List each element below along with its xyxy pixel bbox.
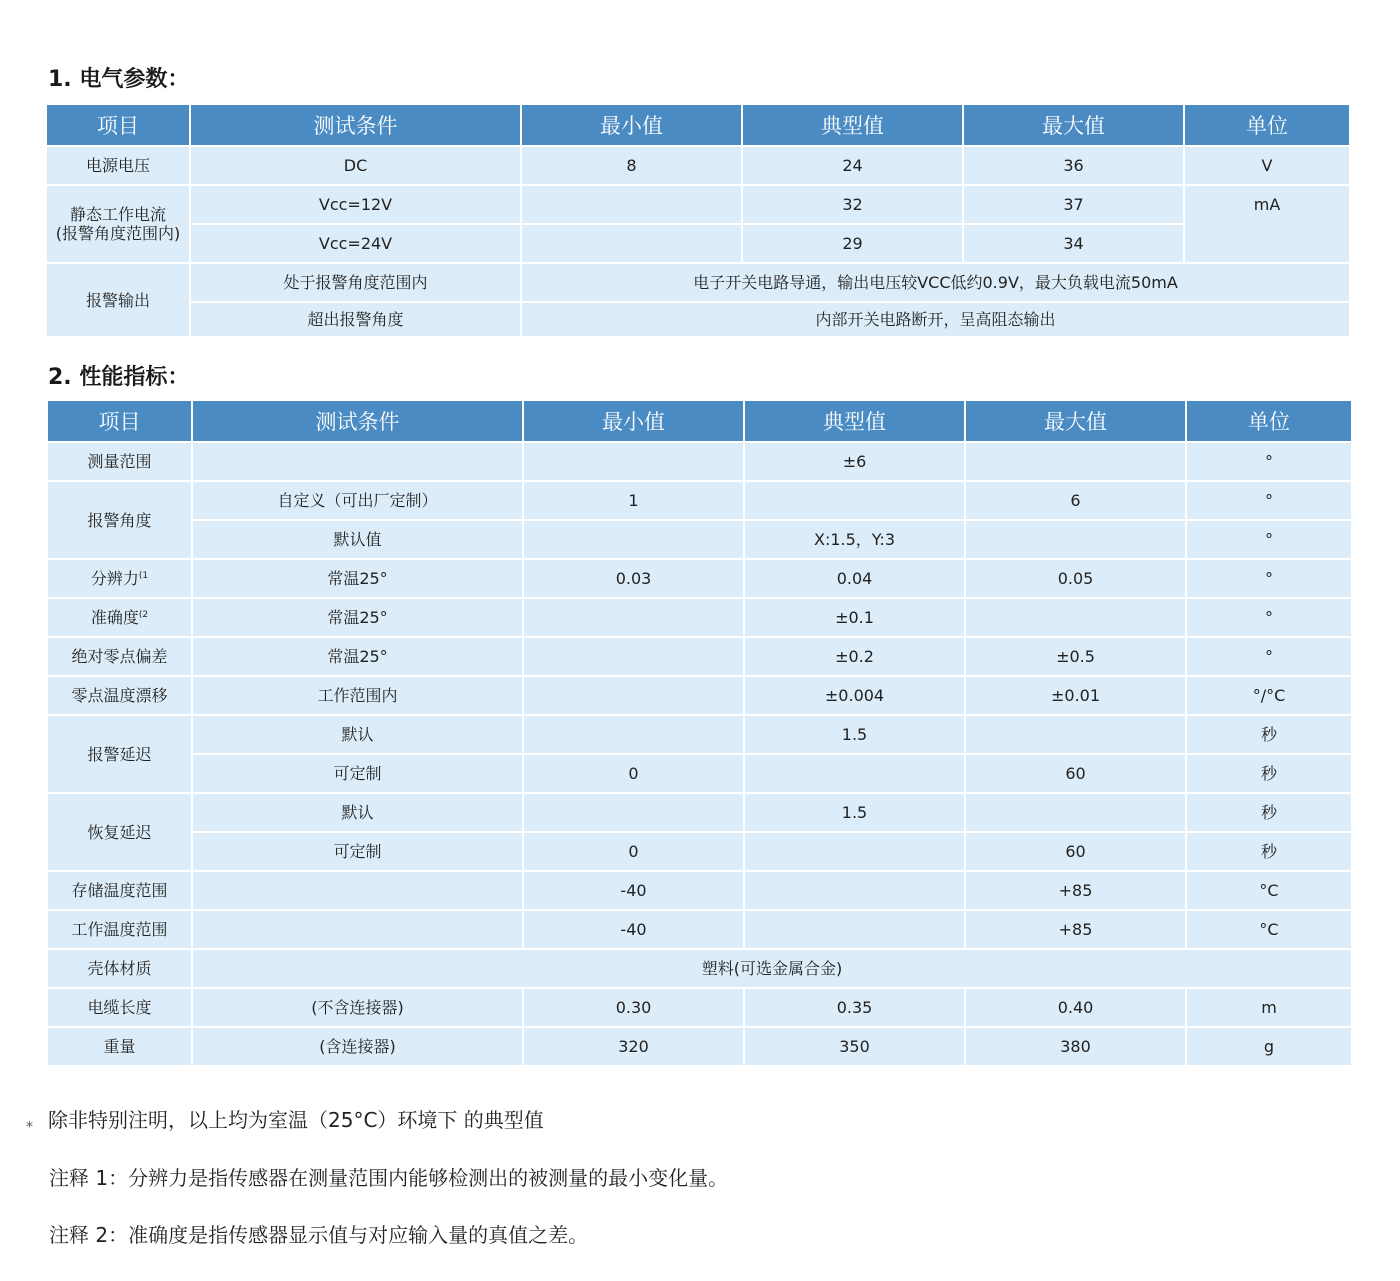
performance-table — [46, 399, 1353, 1067]
cell-max — [966, 443, 1185, 480]
electrical-params-table — [45, 103, 1351, 338]
table-row — [47, 264, 1349, 301]
cell-item — [47, 186, 189, 262]
cell-item: 重量 — [48, 1028, 191, 1065]
cell-max: ±0.5 — [966, 638, 1185, 675]
cell-min: -40 — [524, 911, 743, 948]
note-2: 注释 2：准确度是指传感器显示值与对应输入量的真值之差。 — [49, 1223, 589, 1247]
cell-max: 0.40 — [966, 989, 1185, 1026]
cell-item — [48, 560, 191, 597]
cell-min — [524, 521, 743, 558]
table-row — [48, 755, 1351, 792]
cell-condition: 默认 — [193, 716, 522, 753]
cell-typ: 0.04 — [745, 560, 964, 597]
cell-min: 0 — [524, 833, 743, 870]
table-row — [48, 950, 1351, 987]
table-row — [48, 599, 1351, 636]
cell-max: 6 — [966, 482, 1185, 519]
cell-item: 零点温度漂移 — [48, 677, 191, 714]
cell-unit: ° — [1187, 521, 1351, 558]
table-row — [48, 443, 1351, 480]
table-row — [47, 147, 1349, 184]
item-label: 准确度 — [90, 608, 139, 627]
header-unit: 单位 — [1187, 401, 1351, 441]
cell-condition: 常温25° — [193, 638, 522, 675]
table-row — [48, 872, 1351, 909]
cell-description: 内部开关电路断开，呈高阻态输出 — [522, 303, 1349, 336]
cell-item: 电源电压 — [47, 147, 189, 184]
table-row — [48, 989, 1351, 1026]
general-note-text: 除非特别注明，以上均为室温（25°C）环境下 的典型值 — [48, 1108, 544, 1132]
cell-condition: 工作范围内 — [193, 677, 522, 714]
header-item: 项目 — [48, 401, 191, 441]
header-unit: 单位 — [1185, 105, 1349, 145]
header-min: 最小值 — [522, 105, 741, 145]
cell-condition: 默认 — [193, 794, 522, 831]
cell-description: 塑料(可选金属合金) — [193, 950, 1351, 987]
cell-condition: 处于报警角度范围内 — [191, 264, 520, 301]
table-row — [48, 794, 1351, 831]
cell-min: -40 — [524, 872, 743, 909]
general-note — [26, 1104, 544, 1133]
cell-description: 电子开关电路导通，输出电压较VCC低约0.9V，最大负载电流50mA — [522, 264, 1349, 301]
cell-condition: (含连接器) — [193, 1028, 522, 1065]
cell-unit: °/°C — [1187, 677, 1351, 714]
cell-typ: X:1.5，Y:3 — [745, 521, 964, 558]
table-row — [48, 677, 1351, 714]
cell-unit: mA — [1185, 186, 1349, 262]
table-row — [48, 833, 1351, 870]
cell-max — [966, 599, 1185, 636]
cell-unit: ° — [1187, 560, 1351, 597]
cell-min: 1 — [524, 482, 743, 519]
cell-condition: Vcc=12V — [191, 186, 520, 223]
cell-min: 0.30 — [524, 989, 743, 1026]
cell-unit: 秒 — [1187, 716, 1351, 753]
cell-unit: ° — [1187, 443, 1351, 480]
cell-typ: ±6 — [745, 443, 964, 480]
cell-min — [524, 677, 743, 714]
cell-typ: 29 — [743, 225, 962, 262]
cell-condition: 常温25° — [193, 599, 522, 636]
cell-max: +85 — [966, 872, 1185, 909]
note-1: 注释 1：分辨力是指传感器在测量范围内能够检测出的被测量的最小变化量。 — [49, 1166, 729, 1190]
cell-min: 0 — [524, 755, 743, 792]
cell-item: 报警输出 — [47, 264, 189, 336]
header-max: 最大值 — [964, 105, 1183, 145]
footnote-ref: (2 — [138, 610, 149, 620]
cell-typ — [745, 755, 964, 792]
cell-max: 36 — [964, 147, 1183, 184]
cell-typ: ±0.2 — [745, 638, 964, 675]
cell-unit: m — [1187, 989, 1351, 1026]
table-row — [48, 521, 1351, 558]
cell-max: 380 — [966, 1028, 1185, 1065]
cell-typ: 1.5 — [745, 794, 964, 831]
cell-item: 报警延迟 — [48, 716, 191, 792]
cell-condition: 自定义（可出厂定制） — [193, 482, 522, 519]
cell-item: 测量范围 — [48, 443, 191, 480]
cell-condition: 常温25° — [193, 560, 522, 597]
cell-condition: 默认值 — [193, 521, 522, 558]
asterisk-icon: ⁎ — [26, 1115, 33, 1131]
cell-condition: (不含连接器) — [193, 989, 522, 1026]
cell-condition — [193, 872, 522, 909]
cell-unit: 秒 — [1187, 755, 1351, 792]
cell-max: ±0.01 — [966, 677, 1185, 714]
cell-max: 0.05 — [966, 560, 1185, 597]
table-row — [47, 303, 1349, 336]
cell-unit: 秒 — [1187, 833, 1351, 870]
cell-condition — [193, 911, 522, 948]
cell-max — [966, 716, 1185, 753]
item-label: 分辨力 — [90, 569, 139, 588]
cell-unit: ° — [1187, 599, 1351, 636]
header-condition: 测试条件 — [191, 105, 520, 145]
table-row — [48, 560, 1351, 597]
table-row — [48, 638, 1351, 675]
section-electrical-title: 1. 电气参数： — [48, 67, 190, 92]
table-row — [48, 482, 1351, 519]
cell-condition: 可定制 — [193, 833, 522, 870]
table-row — [48, 716, 1351, 753]
cell-min: 8 — [522, 147, 741, 184]
cell-item: 恢复延迟 — [48, 794, 191, 870]
cell-min — [524, 794, 743, 831]
cell-item: 工作温度范围 — [48, 911, 191, 948]
cell-max: 37 — [964, 186, 1183, 223]
cell-min: 320 — [524, 1028, 743, 1065]
cell-unit: 秒 — [1187, 794, 1351, 831]
cell-typ: ±0.1 — [745, 599, 964, 636]
cell-unit: °C — [1187, 911, 1351, 948]
footnote-ref: (1 — [138, 571, 149, 581]
header-typ: 典型值 — [743, 105, 962, 145]
cell-unit: g — [1187, 1028, 1351, 1065]
cell-min — [524, 716, 743, 753]
header-condition: 测试条件 — [193, 401, 522, 441]
cell-condition — [193, 443, 522, 480]
cell-item — [48, 599, 191, 636]
cell-item: 壳体材质 — [48, 950, 191, 987]
cell-min — [522, 225, 741, 262]
cell-max: +85 — [966, 911, 1185, 948]
cell-typ — [745, 872, 964, 909]
cell-typ — [745, 911, 964, 948]
table-header-row — [48, 401, 1351, 441]
item-line: 静态工作电流 — [69, 205, 166, 224]
cell-typ: 32 — [743, 186, 962, 223]
header-item: 项目 — [47, 105, 189, 145]
cell-item: 绝对零点偏差 — [48, 638, 191, 675]
cell-max: 60 — [966, 833, 1185, 870]
cell-typ: 0.35 — [745, 989, 964, 1026]
cell-min: 0.03 — [524, 560, 743, 597]
header-typ: 典型值 — [745, 401, 964, 441]
section-performance-title: 2. 性能指标： — [48, 365, 190, 390]
cell-min — [524, 599, 743, 636]
cell-condition: 可定制 — [193, 755, 522, 792]
cell-typ: 350 — [745, 1028, 964, 1065]
cell-unit: ° — [1187, 638, 1351, 675]
cell-item: 报警角度 — [48, 482, 191, 558]
table-header-row — [47, 105, 1349, 145]
item-line: (报警角度范围内) — [55, 224, 181, 243]
table-row — [47, 225, 1349, 262]
cell-typ — [745, 482, 964, 519]
cell-max — [966, 794, 1185, 831]
cell-condition: Vcc=24V — [191, 225, 520, 262]
cell-item: 电缆长度 — [48, 989, 191, 1026]
header-max: 最大值 — [966, 401, 1185, 441]
table-row — [48, 1028, 1351, 1065]
cell-typ: 1.5 — [745, 716, 964, 753]
cell-unit: °C — [1187, 872, 1351, 909]
cell-item: 存储温度范围 — [48, 872, 191, 909]
table-row — [48, 911, 1351, 948]
cell-min — [524, 638, 743, 675]
cell-condition: DC — [191, 147, 520, 184]
cell-min — [522, 186, 741, 223]
cell-unit: ° — [1187, 482, 1351, 519]
cell-condition: 超出报警角度 — [191, 303, 520, 336]
cell-typ: ±0.004 — [745, 677, 964, 714]
table-row — [47, 186, 1349, 223]
cell-max — [966, 521, 1185, 558]
header-min: 最小值 — [524, 401, 743, 441]
cell-min — [524, 443, 743, 480]
cell-typ: 24 — [743, 147, 962, 184]
cell-max: 34 — [964, 225, 1183, 262]
cell-typ — [745, 833, 964, 870]
cell-max: 60 — [966, 755, 1185, 792]
cell-unit: V — [1185, 147, 1349, 184]
